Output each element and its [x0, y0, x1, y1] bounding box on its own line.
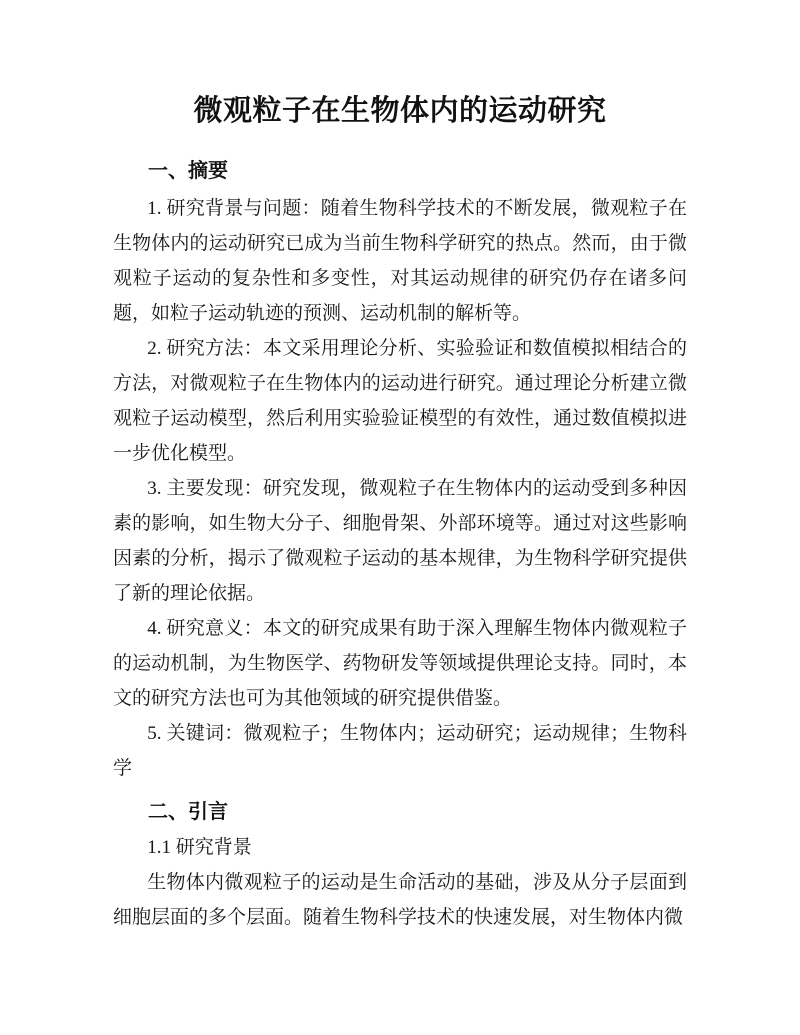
document-title: 微观粒子在生物体内的运动研究	[193, 95, 607, 127]
section-heading-introduction: 二、引言	[148, 801, 228, 823]
abstract-paragraph-findings: 3. 主要发现：研究发现，微观粒子在生物体内的运动受到多种因素的影响，如生物大分子、细胞骨架、外部环境等。通过对这些影响因素的分析，揭示了微观粒子运动的基本规律，为生物科学研究提供了新的理论依据。	[113, 478, 687, 604]
subsection-heading-research-background: 1.1 研究背景	[147, 837, 252, 858]
introduction-paragraph-background: 生物体内微观粒子的运动是生命活动的基础，涉及从分子层面到细胞层面的多个层面。随着生物科学技术的快速发展，对生物体内微	[113, 872, 687, 928]
abstract-paragraph-significance: 4. 研究意义：本文的研究成果有助于深入理解生物体内微观粒子的运动机制，为生物医学、药物研发等领域提供理论支持。同时，本文的研究方法也可为其他领域的研究提供借鉴。	[113, 618, 687, 709]
section-introduction	[113, 794, 687, 935]
abstract-paragraph-keywords: 5. 关键词：微观粒子；生物体内；运动研究；运动规律；生物科学	[113, 723, 687, 779]
section-abstract	[113, 153, 687, 786]
section-heading-abstract: 一、摘要	[148, 160, 228, 182]
abstract-paragraph-background: 1. 研究背景与问题：随着生物科学技术的不断发展，微观粒子在生物体内的运动研究已成为当前生物科学研究的热点。然而，由于微观粒子运动的复杂性和多变性，对其运动规律的研究仍存在诸多问题，如粒子运动轨迹的预测、运动机制的解析等。	[113, 198, 687, 324]
abstract-paragraph-methods: 2. 研究方法：本文采用理论分析、实验验证和数值模拟相结合的方法，对微观粒子在生物体内的运动进行研究。通过理论分析建立微观粒子运动模型，然后利用实验验证模型的有效性，通过数值模拟进一步优化模型。	[113, 338, 687, 464]
